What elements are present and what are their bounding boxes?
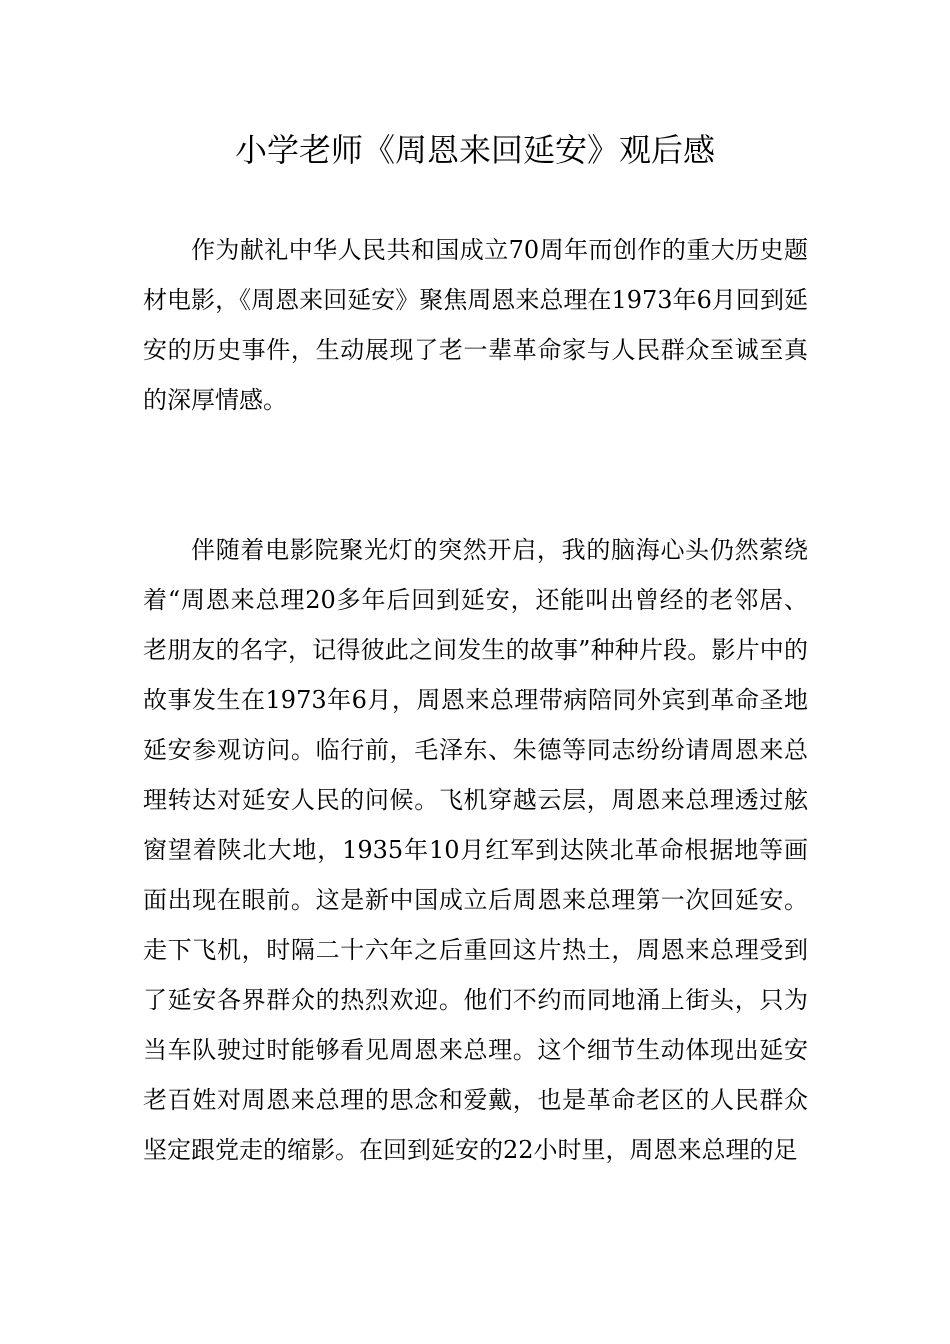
document-title: 小学老师《周恩来回延安》观后感: [234, 131, 715, 169]
paragraph-2: 伴随着电影院聚光灯的突然开启，我的脑海心头仍然萦绕着“周恩来总理20多年后回到延安，还能叫出曾经的老邻居、老朋友的名字，记得彼此之间发生的故事”种种片段。影片中的故事发生在1973年6月，周恩来总理带病陪同外宾到革命圣地延安参观访问。临行前，毛泽东、朱德等同志纷纷请周恩来总理转达对延安人民的问候。飞机穿越云层，周恩来总理透过舷窗望着陕北大地，1935年10月红军到达陕北革命根据地等画面出现在眼前。这是新中国成立后周恩来总理第一次回延安。走下飞机，时隔二十六年之后重回这片热土，周恩来总理受到了延安各界群众的热烈欢迎。他们不约而同地涌上街头，只为当车队驶过时能够看见周恩来总理。这个细节生动体现出延安老百姓对周恩来总理的思念和爱戴，也是革命老区的人民群众坚定跟党走的缩影。在回到延安的22小时里，周恩来总理的足: [143, 536, 808, 1164]
paragraph-1: 作为献礼中华人民共和国成立70周年而创作的重大历史题材电影，《周恩来回延安》聚焦周恩来总理在1973年6月回到延安的历史事件，生动展现了老一辈革命家与人民群众至诚至真的深厚情感。: [143, 236, 808, 414]
